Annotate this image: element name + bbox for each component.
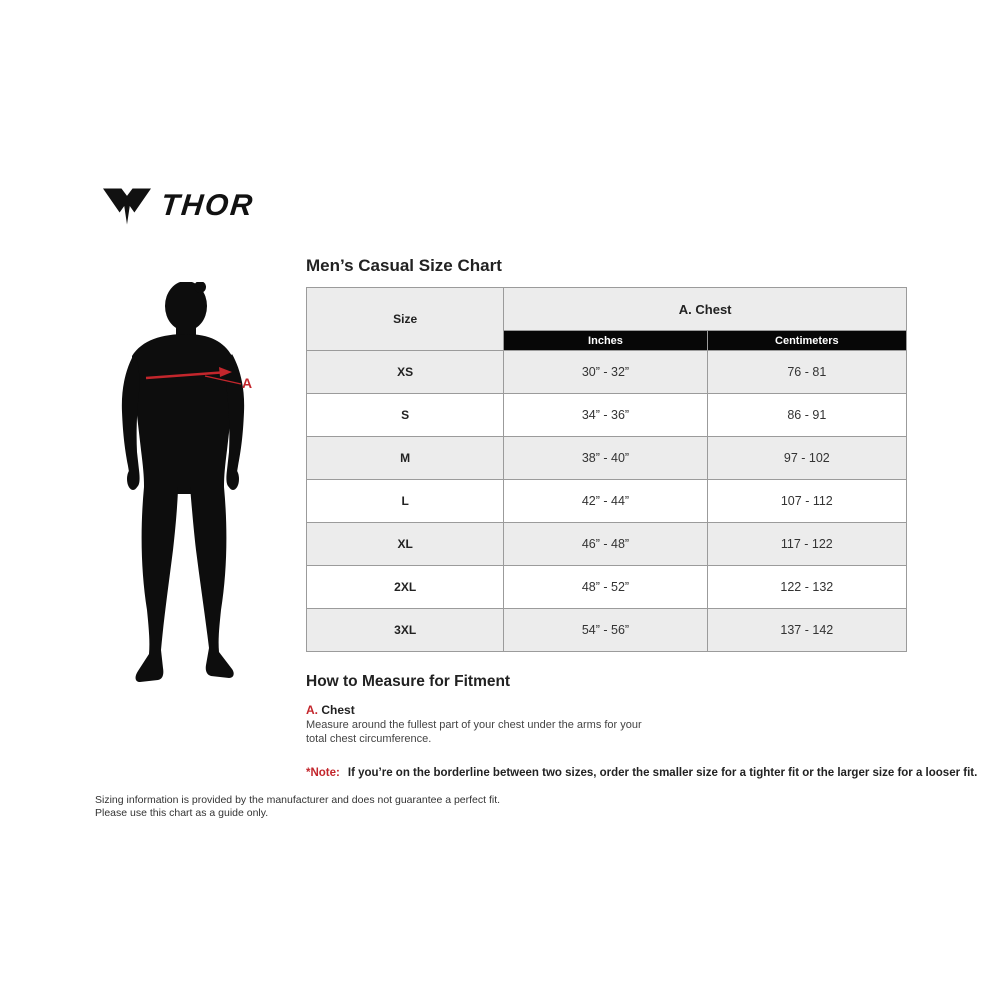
measure-item-name: Chest bbox=[321, 703, 355, 717]
column-header-chest: A. Chest bbox=[504, 288, 907, 331]
inches-cell: 30” - 32” bbox=[504, 351, 707, 394]
brand-wordmark: THOR bbox=[159, 189, 256, 222]
thor-horns-icon bbox=[103, 186, 151, 226]
column-header-inches: Inches bbox=[504, 331, 707, 351]
male-silhouette-graphic bbox=[120, 282, 270, 684]
size-cell: L bbox=[307, 480, 504, 523]
inches-cell: 54” - 56” bbox=[504, 609, 707, 652]
cm-cell: 137 - 142 bbox=[707, 609, 906, 652]
size-note bbox=[306, 767, 977, 779]
inches-cell: 34” - 36” bbox=[504, 394, 707, 437]
silhouette-right-leg bbox=[190, 487, 234, 678]
silhouette-left-leg bbox=[136, 487, 178, 682]
body-silhouette-figure bbox=[120, 282, 270, 684]
cm-cell: 107 - 112 bbox=[707, 480, 906, 523]
table-row-l bbox=[307, 480, 907, 523]
footer-disclaimer bbox=[95, 794, 500, 820]
size-chart-title: Men’s Casual Size Chart bbox=[306, 256, 502, 275]
cm-cell: 117 - 122 bbox=[707, 523, 906, 566]
cm-cell: 122 - 132 bbox=[707, 566, 906, 609]
silhouette-torso bbox=[132, 334, 235, 486]
footer-line2: Please use this chart as a guide only. bbox=[95, 807, 269, 819]
table-row-m bbox=[307, 437, 907, 480]
table-row-xl bbox=[307, 523, 907, 566]
column-header-centimeters: Centimeters bbox=[707, 331, 906, 351]
table-header-row bbox=[307, 288, 907, 331]
inches-cell: 42” - 44” bbox=[504, 480, 707, 523]
chest-point-label: A bbox=[242, 375, 253, 391]
note-label: *Note: bbox=[306, 767, 340, 779]
silhouette-left-arm bbox=[122, 354, 140, 488]
table-row-3xl bbox=[307, 609, 907, 652]
table-row-2xl bbox=[307, 566, 907, 609]
cm-cell: 86 - 91 bbox=[707, 394, 906, 437]
size-table bbox=[306, 287, 907, 652]
cm-cell: 76 - 81 bbox=[707, 351, 906, 394]
column-header-size: Size bbox=[307, 288, 504, 351]
measure-desc-line1: Measure around the fullest part of your chest under the arms for your bbox=[306, 719, 642, 731]
table-row-xs bbox=[307, 351, 907, 394]
table-row-s bbox=[307, 394, 907, 437]
measure-item-chest bbox=[306, 703, 355, 717]
measure-item-letter: A. bbox=[306, 703, 318, 717]
inches-cell: 38” - 40” bbox=[504, 437, 707, 480]
size-cell: S bbox=[307, 394, 504, 437]
footer-line1: Sizing information is provided by the manufacturer and does not guarantee a perfect fit. bbox=[95, 794, 501, 806]
size-cell: 2XL bbox=[307, 566, 504, 609]
brand-logo bbox=[103, 186, 254, 226]
size-cell: XL bbox=[307, 523, 504, 566]
inches-cell: 48” - 52” bbox=[504, 566, 707, 609]
measure-heading: How to Measure for Fitment bbox=[306, 673, 511, 690]
size-cell: M bbox=[307, 437, 504, 480]
note-text: If you’re on the borderline between two sizes, order the smaller size for a tighter fit or the larger size for a looser fit. bbox=[347, 767, 978, 779]
cm-cell: 97 - 102 bbox=[707, 437, 906, 480]
measure-desc-line2: total chest circumference. bbox=[306, 732, 432, 745]
size-cell: XS bbox=[307, 351, 504, 394]
size-cell: 3XL bbox=[307, 609, 504, 652]
measure-item-description bbox=[306, 719, 642, 746]
inches-cell: 46” - 48” bbox=[504, 523, 707, 566]
